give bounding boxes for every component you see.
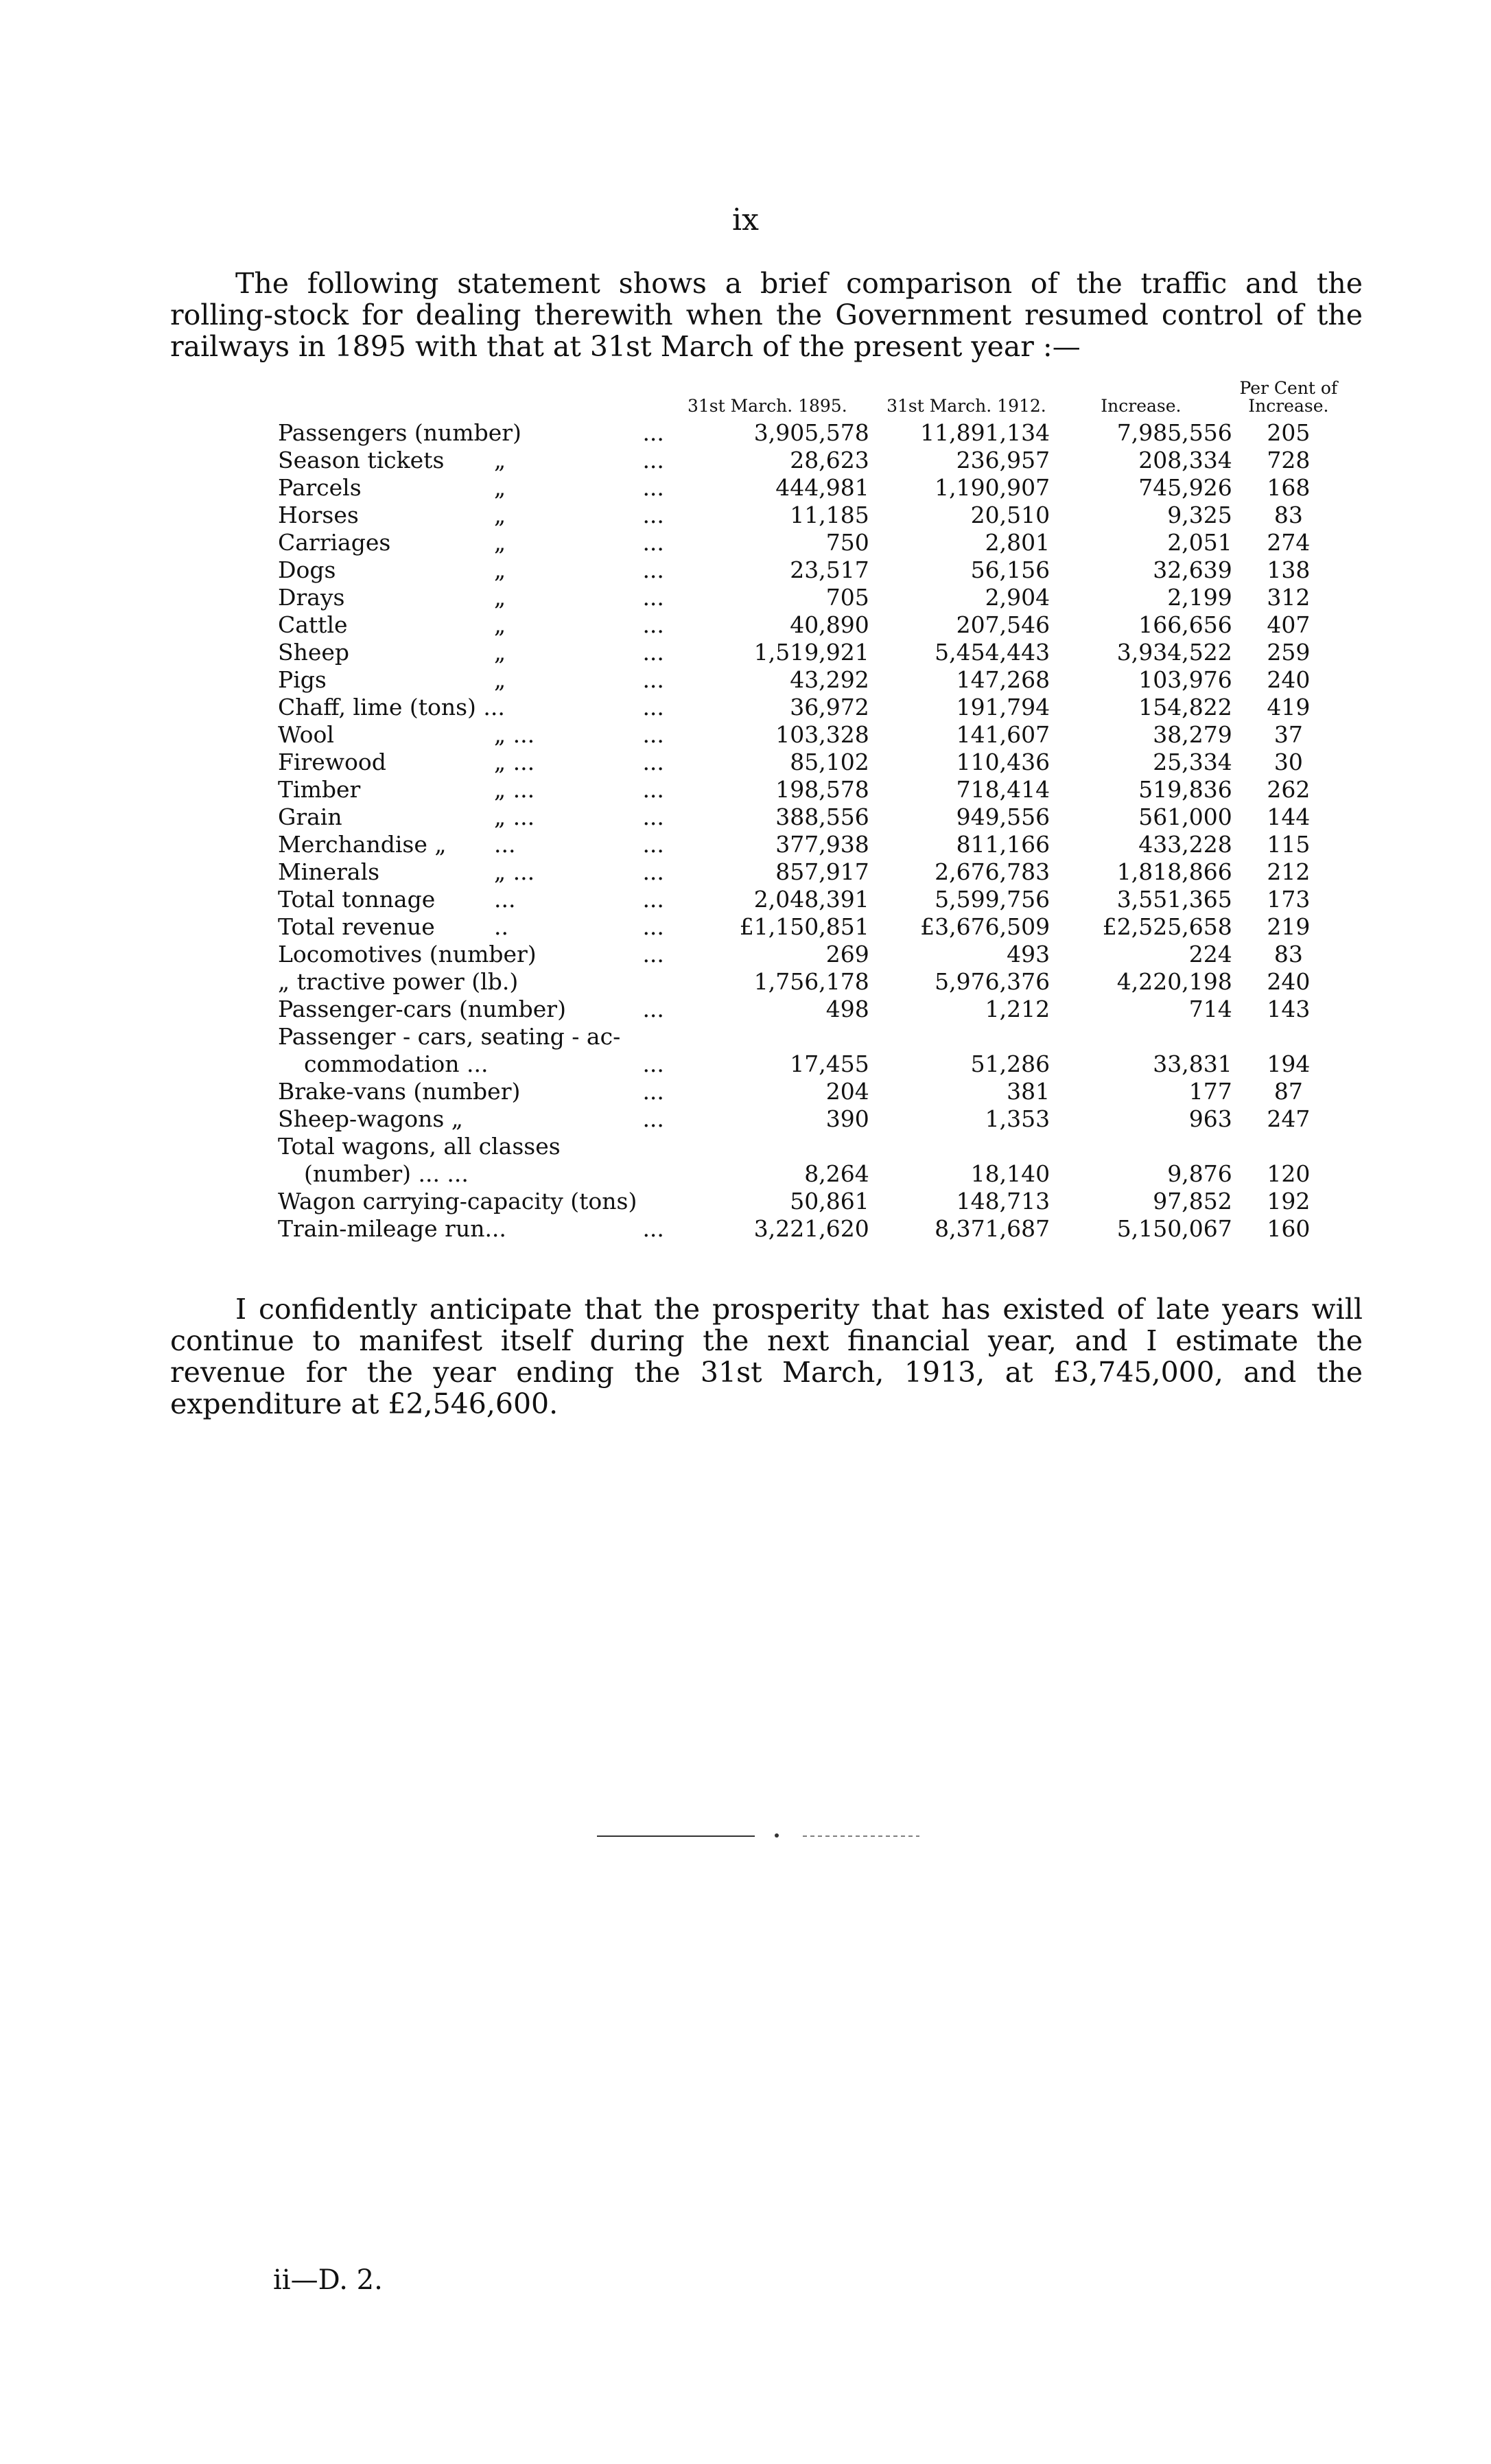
row-label: Parcels — [278, 474, 362, 501]
leader-dots: ... — [642, 694, 664, 720]
table-row — [278, 749, 1345, 776]
value-increase: 97,852 — [1153, 1188, 1232, 1215]
value-increase: 9,876 — [1167, 1160, 1232, 1187]
value-increase — [1050, 1023, 1232, 1051]
value-1912: 8,371,687 — [935, 1215, 1050, 1242]
table-row — [278, 803, 1345, 831]
ditto-mark: ... — [494, 831, 516, 858]
row-label-cell — [278, 639, 666, 666]
value-1912: 5,976,376 — [935, 968, 1050, 995]
value-1912: 236,957 — [956, 447, 1050, 473]
table-row — [278, 1078, 1345, 1105]
value-1895: 3,221,620 — [753, 1215, 869, 1242]
value-percent: 274 — [1267, 529, 1311, 556]
row-label: Passenger-cars (number) — [278, 996, 566, 1022]
leader-dots: ... — [642, 1215, 664, 1242]
row-label-cell — [278, 941, 666, 968]
traffic-comparison-table — [278, 379, 1345, 1243]
row-label: Sheep-wagons „ — [278, 1105, 463, 1132]
ditto-mark: „ — [494, 529, 506, 556]
table-row — [278, 419, 1345, 447]
value-percent: 120 — [1267, 1160, 1311, 1187]
table-row — [278, 858, 1345, 886]
row-label-cell — [278, 666, 666, 694]
row-label: Firewood — [278, 749, 386, 775]
row-label: Timber — [278, 776, 361, 803]
value-increase: 25,334 — [1153, 749, 1232, 775]
table-row — [278, 1105, 1345, 1133]
value-1912: 207,546 — [956, 611, 1050, 638]
value-percent: 407 — [1267, 611, 1311, 638]
value-1895: 43,292 — [790, 666, 869, 693]
value-1912: 381 — [1007, 1078, 1050, 1105]
value-1912: 51,286 — [970, 1051, 1050, 1077]
table-row — [278, 913, 1345, 941]
row-label-cell — [278, 803, 666, 831]
row-label: „ tractive power (lb.) — [278, 968, 519, 995]
row-label-cell — [278, 913, 666, 941]
value-1895: 498 — [825, 996, 869, 1022]
value-increase: 745,926 — [1138, 474, 1232, 501]
value-1912: 1,353 — [985, 1105, 1050, 1132]
row-label-cell — [278, 1215, 666, 1243]
value-1895: 198,578 — [775, 776, 869, 803]
value-1912: 949,556 — [956, 803, 1050, 830]
row-label-cell — [278, 474, 666, 502]
value-increase: 4,220,198 — [1116, 968, 1232, 995]
value-increase: 166,656 — [1138, 611, 1232, 638]
table-row — [278, 968, 1345, 996]
table-row — [278, 611, 1345, 639]
header-increase: Increase. — [1101, 396, 1182, 416]
row-label: Sheep — [278, 639, 350, 666]
ditto-mark: „ ... — [494, 721, 535, 748]
value-1895: 85,102 — [790, 749, 869, 775]
row-label-cell — [278, 996, 666, 1023]
value-percent: 144 — [1267, 803, 1311, 830]
table-row — [278, 776, 1345, 803]
leader-dots: ... — [642, 611, 664, 638]
value-1895: 2,048,391 — [753, 886, 869, 913]
page-number: ix — [732, 202, 759, 237]
leader-dots: ... — [642, 913, 664, 940]
row-label-cell — [278, 1105, 666, 1133]
row-label: Total wagons, all classes — [278, 1133, 561, 1160]
value-increase: 433,228 — [1138, 831, 1232, 858]
value-increase: 2,051 — [1167, 529, 1232, 556]
value-1895: 388,556 — [775, 803, 869, 830]
table-row — [278, 1023, 1345, 1051]
value-1912: 811,166 — [956, 831, 1050, 858]
row-label: Cattle — [278, 611, 348, 638]
ditto-mark: „ ... — [494, 749, 535, 775]
value-percent: 312 — [1267, 584, 1311, 611]
leader-dots: ... — [642, 584, 664, 611]
row-label: Carriages — [278, 529, 391, 556]
value-increase: 154,822 — [1138, 694, 1232, 720]
value-percent: 160 — [1267, 1215, 1311, 1242]
value-1912: 5,454,443 — [935, 639, 1050, 666]
value-percent: 240 — [1267, 666, 1311, 693]
value-increase: £2,525,658 — [1102, 913, 1232, 940]
value-percent: 259 — [1267, 639, 1311, 666]
ditto-mark: ... — [494, 886, 516, 913]
row-label: Total revenue — [278, 913, 435, 940]
leader-dots: ... — [642, 639, 664, 666]
table-row — [278, 721, 1345, 749]
value-1895: 8,264 — [804, 1160, 869, 1187]
header-1912: 31st March. 1912. — [887, 396, 1046, 416]
value-1912: 191,794 — [956, 694, 1050, 720]
ditto-mark: .. — [494, 913, 508, 940]
row-label-cell — [278, 694, 666, 721]
ditto-mark: „ — [494, 584, 506, 611]
ditto-mark: „ — [494, 666, 506, 693]
ditto-mark: „ — [494, 556, 506, 583]
value-1895: 11,185 — [790, 502, 869, 528]
row-label-cell — [278, 1051, 666, 1078]
row-label: Wool — [278, 721, 334, 748]
table-row — [278, 886, 1345, 913]
row-label-cell — [278, 611, 666, 639]
row-label: Passenger - cars, seating - ac- — [278, 1023, 621, 1050]
row-label: Brake-vans (number) — [278, 1078, 521, 1105]
value-1895: 103,328 — [775, 721, 869, 748]
table-row — [278, 941, 1345, 968]
value-increase: 103,976 — [1138, 666, 1232, 693]
table-row — [278, 666, 1345, 694]
table-body — [278, 419, 1345, 1243]
value-percent: 262 — [1267, 776, 1311, 803]
value-1912: 493 — [1007, 941, 1050, 967]
value-1912: 2,801 — [985, 529, 1050, 556]
row-label-cell — [278, 419, 666, 447]
table-header-row — [278, 379, 1345, 419]
value-percent — [1232, 1133, 1345, 1160]
ditto-mark: „ — [494, 447, 506, 473]
row-label: Train-mileage run... — [278, 1215, 506, 1242]
value-1895: 36,972 — [790, 694, 869, 720]
ditto-mark: „ ... — [494, 803, 535, 830]
leader-dots: ... — [642, 749, 664, 775]
table-row — [278, 1215, 1345, 1243]
row-label: Passengers (number) — [278, 419, 521, 446]
value-1912: 718,414 — [956, 776, 1050, 803]
value-percent: 83 — [1273, 941, 1303, 967]
row-label-cell — [278, 529, 666, 556]
value-1895: 28,623 — [790, 447, 869, 473]
leader-dots: ... — [642, 721, 664, 748]
value-increase: 5,150,067 — [1116, 1215, 1232, 1242]
value-1912: 5,599,756 — [935, 886, 1050, 913]
value-increase: 9,325 — [1167, 502, 1232, 528]
value-1895 — [666, 1023, 883, 1051]
row-label-cell — [278, 556, 666, 584]
value-percent: 192 — [1267, 1188, 1311, 1215]
value-1912: 2,904 — [985, 584, 1050, 611]
row-label-cell — [278, 886, 666, 913]
value-1895: 40,890 — [790, 611, 869, 638]
row-label: Wagon carrying-capacity (tons) — [278, 1188, 637, 1215]
table-row — [278, 447, 1345, 474]
row-label-cell — [278, 584, 666, 611]
section-divider — [597, 1832, 919, 1840]
leader-dots: ... — [642, 556, 664, 583]
leader-dots: ... — [642, 1105, 664, 1132]
value-1912: 11,891,134 — [920, 419, 1050, 446]
value-1895: £1,150,851 — [739, 913, 869, 940]
value-percent: 30 — [1273, 749, 1303, 775]
row-label: Dogs — [278, 556, 336, 583]
row-label-cell — [278, 721, 666, 749]
table-row — [278, 1160, 1345, 1188]
row-label-cell — [278, 447, 666, 474]
leader-dots: ... — [642, 447, 664, 473]
ditto-mark: „ ... — [494, 776, 535, 803]
value-percent: 143 — [1267, 996, 1311, 1022]
table-row — [278, 1188, 1345, 1215]
value-increase: 519,836 — [1138, 776, 1232, 803]
value-percent: 247 — [1267, 1105, 1311, 1132]
row-label-cell — [278, 749, 666, 776]
value-1895: 750 — [825, 529, 869, 556]
ditto-mark: „ — [494, 474, 506, 501]
value-1895: 390 — [825, 1105, 869, 1132]
value-increase: 224 — [1188, 941, 1232, 967]
value-1895: 17,455 — [790, 1051, 869, 1077]
value-percent: 219 — [1267, 913, 1311, 940]
closing-paragraph: I confidently anticipate that the prosperity that has existed of late years will continue to manifest itself during the next financial year, and I estimate the revenue for the year ending the 31st March, 1913, at £3,745,000, and the expenditure at £2,546,600. — [170, 1293, 1363, 1420]
value-increase: 1,818,866 — [1116, 858, 1232, 885]
value-increase: 208,334 — [1138, 447, 1232, 473]
value-increase: 38,279 — [1153, 721, 1232, 748]
value-1912: 141,607 — [956, 721, 1050, 748]
leader-dots: ... — [642, 1078, 664, 1105]
row-label: Chaff, lime (tons) ... — [278, 694, 505, 720]
leader-dots: ... — [642, 666, 664, 693]
row-label: Minerals — [278, 858, 380, 885]
table-row — [278, 584, 1345, 611]
leader-dots: ... — [642, 831, 664, 858]
value-1912: £3,676,509 — [920, 913, 1050, 940]
value-1912: 110,436 — [956, 749, 1050, 775]
leader-dots: ... — [642, 996, 664, 1022]
value-1912 — [883, 1023, 1050, 1051]
row-label-cell — [278, 858, 666, 886]
leader-dots: ... — [642, 776, 664, 803]
table-row — [278, 694, 1345, 721]
row-label: Horses — [278, 502, 359, 528]
table-row — [278, 556, 1345, 584]
leader-dots: ... — [642, 941, 664, 967]
row-label-cell — [278, 1023, 666, 1051]
header-percent: Per Cent of Increase. — [1239, 378, 1338, 416]
ditto-mark: „ — [494, 502, 506, 528]
value-increase: 3,934,522 — [1116, 639, 1232, 666]
leader-dots: ... — [642, 886, 664, 913]
row-label-cell — [278, 776, 666, 803]
header-blank — [278, 379, 666, 419]
value-1912: 56,156 — [970, 556, 1050, 583]
row-label: (number) ... ... — [304, 1160, 469, 1187]
value-percent: 115 — [1267, 831, 1311, 858]
value-percent: 240 — [1267, 968, 1311, 995]
value-1895: 1,519,921 — [753, 639, 869, 666]
row-label: Total tonnage — [278, 886, 436, 913]
leader-dots: ... — [642, 858, 664, 885]
value-1895: 444,981 — [775, 474, 869, 501]
value-percent: 205 — [1267, 419, 1311, 446]
value-increase: 32,639 — [1153, 556, 1232, 583]
value-1895: 50,861 — [790, 1188, 869, 1215]
row-label-cell — [278, 1188, 666, 1215]
leader-dots: ... — [642, 419, 664, 446]
value-1895: 857,917 — [775, 858, 869, 885]
value-percent — [1232, 1023, 1345, 1051]
table-row — [278, 1133, 1345, 1160]
row-label: Season tickets — [278, 447, 445, 473]
row-label-cell — [278, 1160, 666, 1188]
value-1895: 377,938 — [775, 831, 869, 858]
footer-code: ii—D. 2. — [273, 2264, 383, 2296]
value-increase — [1050, 1133, 1232, 1160]
row-label: Locomotives (number) — [278, 941, 537, 967]
row-label: commodation ... — [304, 1051, 489, 1077]
table-row — [278, 831, 1345, 858]
table-row — [278, 639, 1345, 666]
leader-dots: ... — [642, 502, 664, 528]
row-label: Merchandise „ — [278, 831, 447, 858]
value-percent: 87 — [1273, 1078, 1303, 1105]
value-1912: 148,713 — [956, 1188, 1050, 1215]
value-percent: 212 — [1267, 858, 1311, 885]
table-row — [278, 502, 1345, 529]
value-1912: 18,140 — [970, 1160, 1050, 1187]
value-1895: 3,905,578 — [753, 419, 869, 446]
value-1895: 269 — [825, 941, 869, 967]
value-increase: 33,831 — [1153, 1051, 1232, 1077]
value-1912: 1,190,907 — [935, 474, 1050, 501]
header-1895: 31st March. 1895. — [688, 396, 847, 416]
leader-dots: ... — [642, 474, 664, 501]
row-label: Grain — [278, 803, 342, 830]
value-1912: 147,268 — [956, 666, 1050, 693]
value-percent: 37 — [1273, 721, 1303, 748]
value-percent: 168 — [1267, 474, 1311, 501]
value-1895: 23,517 — [790, 556, 869, 583]
value-percent: 419 — [1267, 694, 1311, 720]
leader-dots: ... — [642, 1051, 664, 1077]
value-increase: 3,551,365 — [1116, 886, 1232, 913]
value-1912: 2,676,783 — [935, 858, 1050, 885]
table-row — [278, 1051, 1345, 1078]
leader-dots: ... — [642, 529, 664, 556]
table-row — [278, 996, 1345, 1023]
ditto-mark: „ — [494, 611, 506, 638]
value-1895: 1,756,178 — [753, 968, 869, 995]
value-percent: 194 — [1267, 1051, 1311, 1077]
intro-paragraph: The following statement shows a brief comparison of the traffic and the rolling-stock for dealing therewith when the Government resumed control of the railways in 1895 with that at 31st March of the present year :— — [170, 267, 1363, 363]
row-label-cell — [278, 831, 666, 858]
value-percent: 173 — [1267, 886, 1311, 913]
value-increase: 963 — [1188, 1105, 1232, 1132]
row-label-cell — [278, 502, 666, 529]
row-label-cell — [278, 1133, 666, 1160]
value-increase: 561,000 — [1138, 803, 1232, 830]
value-increase: 2,199 — [1167, 584, 1232, 611]
value-percent: 138 — [1267, 556, 1311, 583]
row-label-cell — [278, 968, 666, 996]
ditto-mark: „ ... — [494, 858, 535, 885]
value-increase: 714 — [1188, 996, 1232, 1022]
value-1895: 204 — [825, 1078, 869, 1105]
value-increase: 7,985,556 — [1116, 419, 1232, 446]
leader-dots: ... — [642, 803, 664, 830]
value-1912 — [883, 1133, 1050, 1160]
value-1895 — [666, 1133, 883, 1160]
row-label: Drays — [278, 584, 345, 611]
value-1895: 705 — [825, 584, 869, 611]
ditto-mark: „ — [494, 639, 506, 666]
value-1912: 1,212 — [985, 996, 1050, 1022]
value-percent: 728 — [1267, 447, 1311, 473]
value-1912: 20,510 — [970, 502, 1050, 528]
table-row — [278, 529, 1345, 556]
row-label: Pigs — [278, 666, 327, 693]
table-row — [278, 474, 1345, 502]
value-percent: 83 — [1273, 502, 1303, 528]
row-label-cell — [278, 1078, 666, 1105]
value-increase: 177 — [1188, 1078, 1232, 1105]
